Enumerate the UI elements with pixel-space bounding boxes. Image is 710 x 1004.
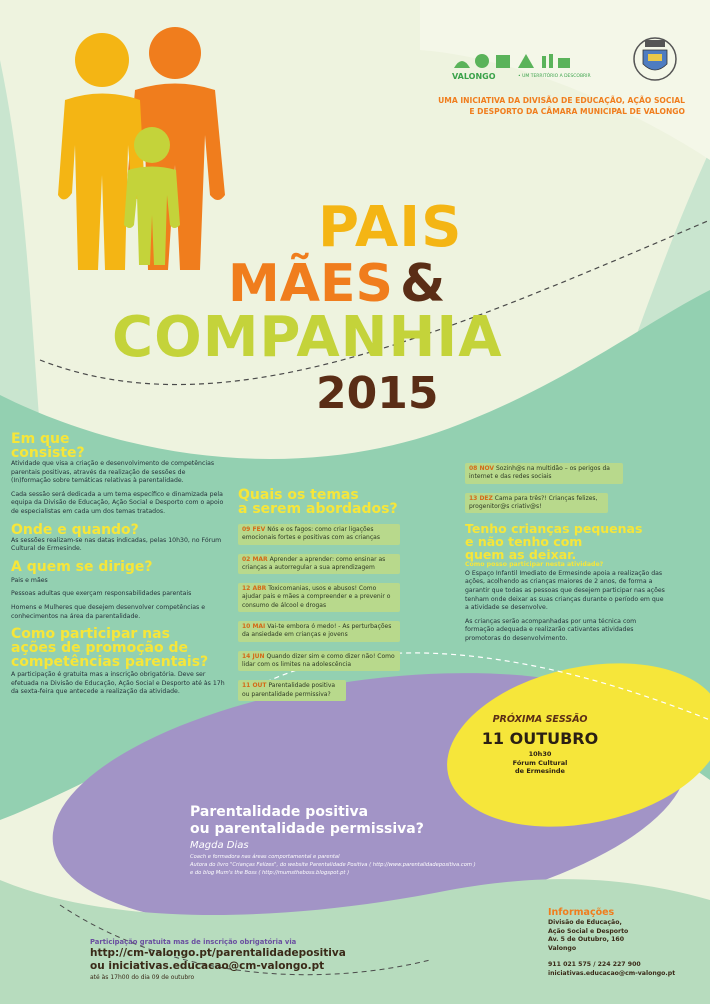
who-paragraph-2: Pessoas adultas que exerçam responsabilidades parentais [11, 590, 192, 598]
topic-item [238, 651, 400, 672]
kids-paragraph-2: As crianças serão acompanhadas por uma técnica com formação adequada e realizarão cativantes atividades promotoras do desenvolvimento. [465, 617, 637, 642]
right-column [465, 463, 665, 649]
info-line-4: Valongo [548, 944, 577, 952]
where-paragraph: As sessões realizam-se nas datas indicadas, pelas 10h30, no Fórum Cultural de Ermesinde. [11, 536, 222, 553]
title-pais: PAIS [318, 195, 463, 260]
speaker-name: Magda Dias [190, 840, 249, 851]
topic-date: 11 OUT [242, 682, 267, 690]
info-line-2: Ação Social e Desporto [548, 927, 629, 935]
left-column [11, 432, 226, 702]
next-session-place-1: Fórum Cultural [512, 758, 568, 767]
topic-text: Vai-te embora ó medo! - As perturbações da ansiedade em crianças e jovens [242, 623, 392, 639]
topic-item [238, 554, 400, 575]
info-heading: Informações [548, 907, 615, 918]
heading-how: Como participar nas ações de promoção de competências parentais? [11, 626, 209, 671]
title-maes: MÃES [228, 254, 393, 314]
registration-footer [90, 938, 390, 983]
topic-text: Cama para três?! Crianças felizes, progenitor@s criativ@s! [469, 494, 598, 510]
info-box [548, 907, 698, 978]
heading-kids: Tenho crianças pequenas e não tenho com quem as deixar. [465, 521, 643, 563]
topic-date: 14 JUN [242, 652, 265, 660]
topic-date: 13 DEZ [469, 494, 493, 502]
topic-date: 09 FEV [242, 526, 266, 533]
heading-topics: Quais os temas a serem abordados? [238, 487, 398, 517]
family-illustration [40, 15, 260, 275]
info-phone: 911 021 575 / 224 227 900 [548, 961, 641, 968]
session-title-1: Parentalidade positiva [190, 804, 369, 820]
what-paragraph-1: Atividade que visa a criação e desenvolvimento de competências parentais positivas, através da realização de sessões de (In)formação sobre temáticas relativas à parentalidade. [11, 460, 215, 485]
kids-paragraph-1: O Espaço Infantil Imediato de Ermesinde apoia a realização das ações, acolhendo as crianças maiores de 2 anos, de forma a garantir que todas as pessoas que desejem participar nas ações tenham onde deixar as suas crianças durante o período em que a atividade se desenvolve. [465, 569, 665, 612]
topic-date: 10 MAI [242, 623, 266, 631]
registration-note: Participação gratuita mas de inscrição obrigatória via [90, 938, 297, 946]
who-paragraph-1: Pais e mães [11, 576, 48, 584]
session-title-2: ou parentalidade permissiva? [190, 821, 424, 837]
speaker-bio-2: Autora do livro "Crianças Felizes", do website Parentalidade Positiva ( http://www.parentalidadepositiva.com ) [190, 862, 476, 868]
topic-item [238, 524, 400, 545]
topic-item [238, 680, 346, 701]
topic-date: 12 ABR [242, 585, 267, 593]
topic-text: Aprender a aprender: como ensinar as crianças a autorregular a sua aprendizagem [242, 555, 386, 571]
registration-email[interactable]: ou iniciativas.educacao@cm-valongo.pt [90, 960, 325, 972]
topic-text: Quando dizer sim e como dizer não! Como lidar com os limites na adolescência [242, 652, 395, 668]
info-line-1: Divisão de Educação, [548, 919, 622, 926]
heading-who: A quem se dirige? [11, 558, 153, 575]
municipal-coat-of-arms [628, 36, 682, 82]
info-line-3: Av. 5 de Outubro, 160 [548, 936, 625, 943]
topic-item [238, 583, 400, 612]
who-paragraph-3: Homens e Mulheres que desejem desenvolver competências e conhecimentos na área da parentalidade. [11, 603, 206, 620]
next-session-date: 11 OUTUBRO [481, 729, 599, 748]
next-session-place-2: de Ermesinde [515, 767, 565, 775]
next-session [470, 714, 610, 776]
topic-item [238, 621, 400, 642]
valongo-icons [452, 50, 587, 72]
speaker-bio-1: Coach e formadora nas áreas comportamental e parental [190, 854, 340, 860]
kids-subheading: Como posso participar nesta atividade? [465, 561, 604, 569]
title-year: 2015 [316, 368, 439, 419]
next-session-label: PRÓXIMA SESSÃO [492, 714, 588, 725]
initiative-text [385, 96, 685, 117]
initiative-line-1: UMA INICIATIVA DA DIVISÃO DE EDUCAÇÃO, AÇÃO SOCIAL [438, 96, 685, 105]
info-email[interactable]: iniciativas.educacao@cm-valongo.pt [548, 969, 676, 977]
title-ampersand: & [400, 254, 446, 314]
registration-url[interactable]: http://cm-valongo.pt/parentalidadepositiva [90, 947, 346, 959]
topics-column [238, 488, 408, 710]
topic-text: Parentalidade positiva ou parentalidade permissiva? [242, 682, 336, 698]
topic-text: Sozinh@s na multidão – os perigos da internet e das redes sociais [469, 465, 610, 481]
title-companhia: COMPANHIA [112, 305, 503, 370]
topic-date: 02 MAR [242, 555, 268, 563]
topic-date: 08 NOV [469, 465, 495, 472]
next-session-time: 10h30 [528, 750, 552, 758]
initiative-line-2: E DESPORTO DA CÂMARA MUNICIPAL DE VALONGO [469, 106, 685, 116]
heading-what: Em que consiste? [11, 431, 85, 461]
speaker-bio-3: e do blog Mum's the Boss ( http://mumstheboss.blogspot.pt ) [190, 870, 350, 876]
brand-tagline: • UM TERRITÓRIO A DESCOBRIR [518, 74, 591, 79]
registration-deadline: até às 17h00 do dia 09 de outubro [90, 974, 195, 981]
topic-text: Toxicomanias, usos e abusos! Como ajudar pais e mães a compreender e a prevenir o consumo de álcool e drogas [242, 585, 391, 609]
how-paragraph: A participação é gratuita mas a inscrição obrigatória. Deve ser efetuada na Divisão de Educação, Ação Social e Desporto até às 17h da sexta-feira que antecede a realização da atividade. [11, 671, 225, 696]
topic-item [465, 463, 623, 484]
topic-text: Nós e os fagos: como criar ligações emocionais fortes e positivas com as crianças [242, 526, 380, 542]
topic-item [465, 493, 608, 514]
brand-name: VALONGO [452, 72, 496, 81]
what-paragraph-2: Cada sessão será dedicada a um tema específico e dinamizada pela equipa da Divisão de Educação, Ação Social e Desporto com o apoio de especialistas em cada um dos temas tratados. [11, 490, 224, 515]
heading-where: Onde e quando? [11, 521, 139, 538]
session-details [190, 804, 590, 877]
